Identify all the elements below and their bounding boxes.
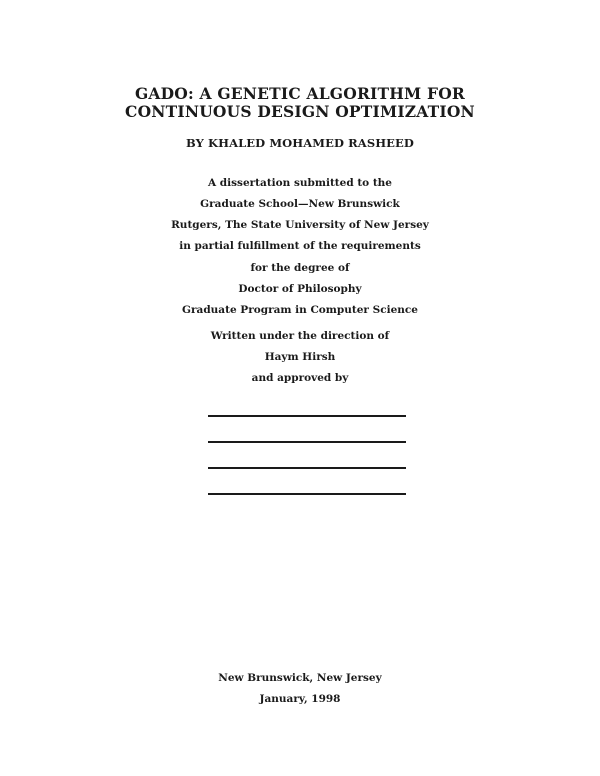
signature-line	[208, 467, 406, 469]
date: January, 1998	[259, 693, 341, 705]
title-line-1: GADO: A GENETIC ALGORITHM FOR	[134, 84, 465, 103]
title-line-2: CONTINUOUS DESIGN OPTIMIZATION	[125, 102, 475, 121]
place: New Brunswick, New Jersey	[218, 672, 382, 684]
degree-name: Doctor of Philosophy	[238, 283, 362, 295]
signature-line	[208, 441, 406, 443]
submission-line: A dissertation submitted to the	[208, 177, 392, 189]
submission-line: for the degree of	[250, 262, 350, 274]
signature-line	[208, 493, 406, 495]
submission-line: Rutgers, The State University of New Jersey	[171, 219, 429, 231]
submission-line: in partial fulfillment of the requirements	[179, 240, 421, 252]
author-name: BY KHALED MOHAMED RASHEED	[185, 136, 414, 150]
signature-line	[208, 415, 406, 417]
approval-line: and approved by	[251, 372, 349, 384]
direction-line: Written under the direction of	[210, 330, 390, 342]
submission-line: Graduate School—New Brunswick	[200, 198, 400, 210]
program-name: Graduate Program in Computer Science	[182, 304, 418, 316]
advisor-name: Haym Hirsh	[264, 351, 336, 363]
